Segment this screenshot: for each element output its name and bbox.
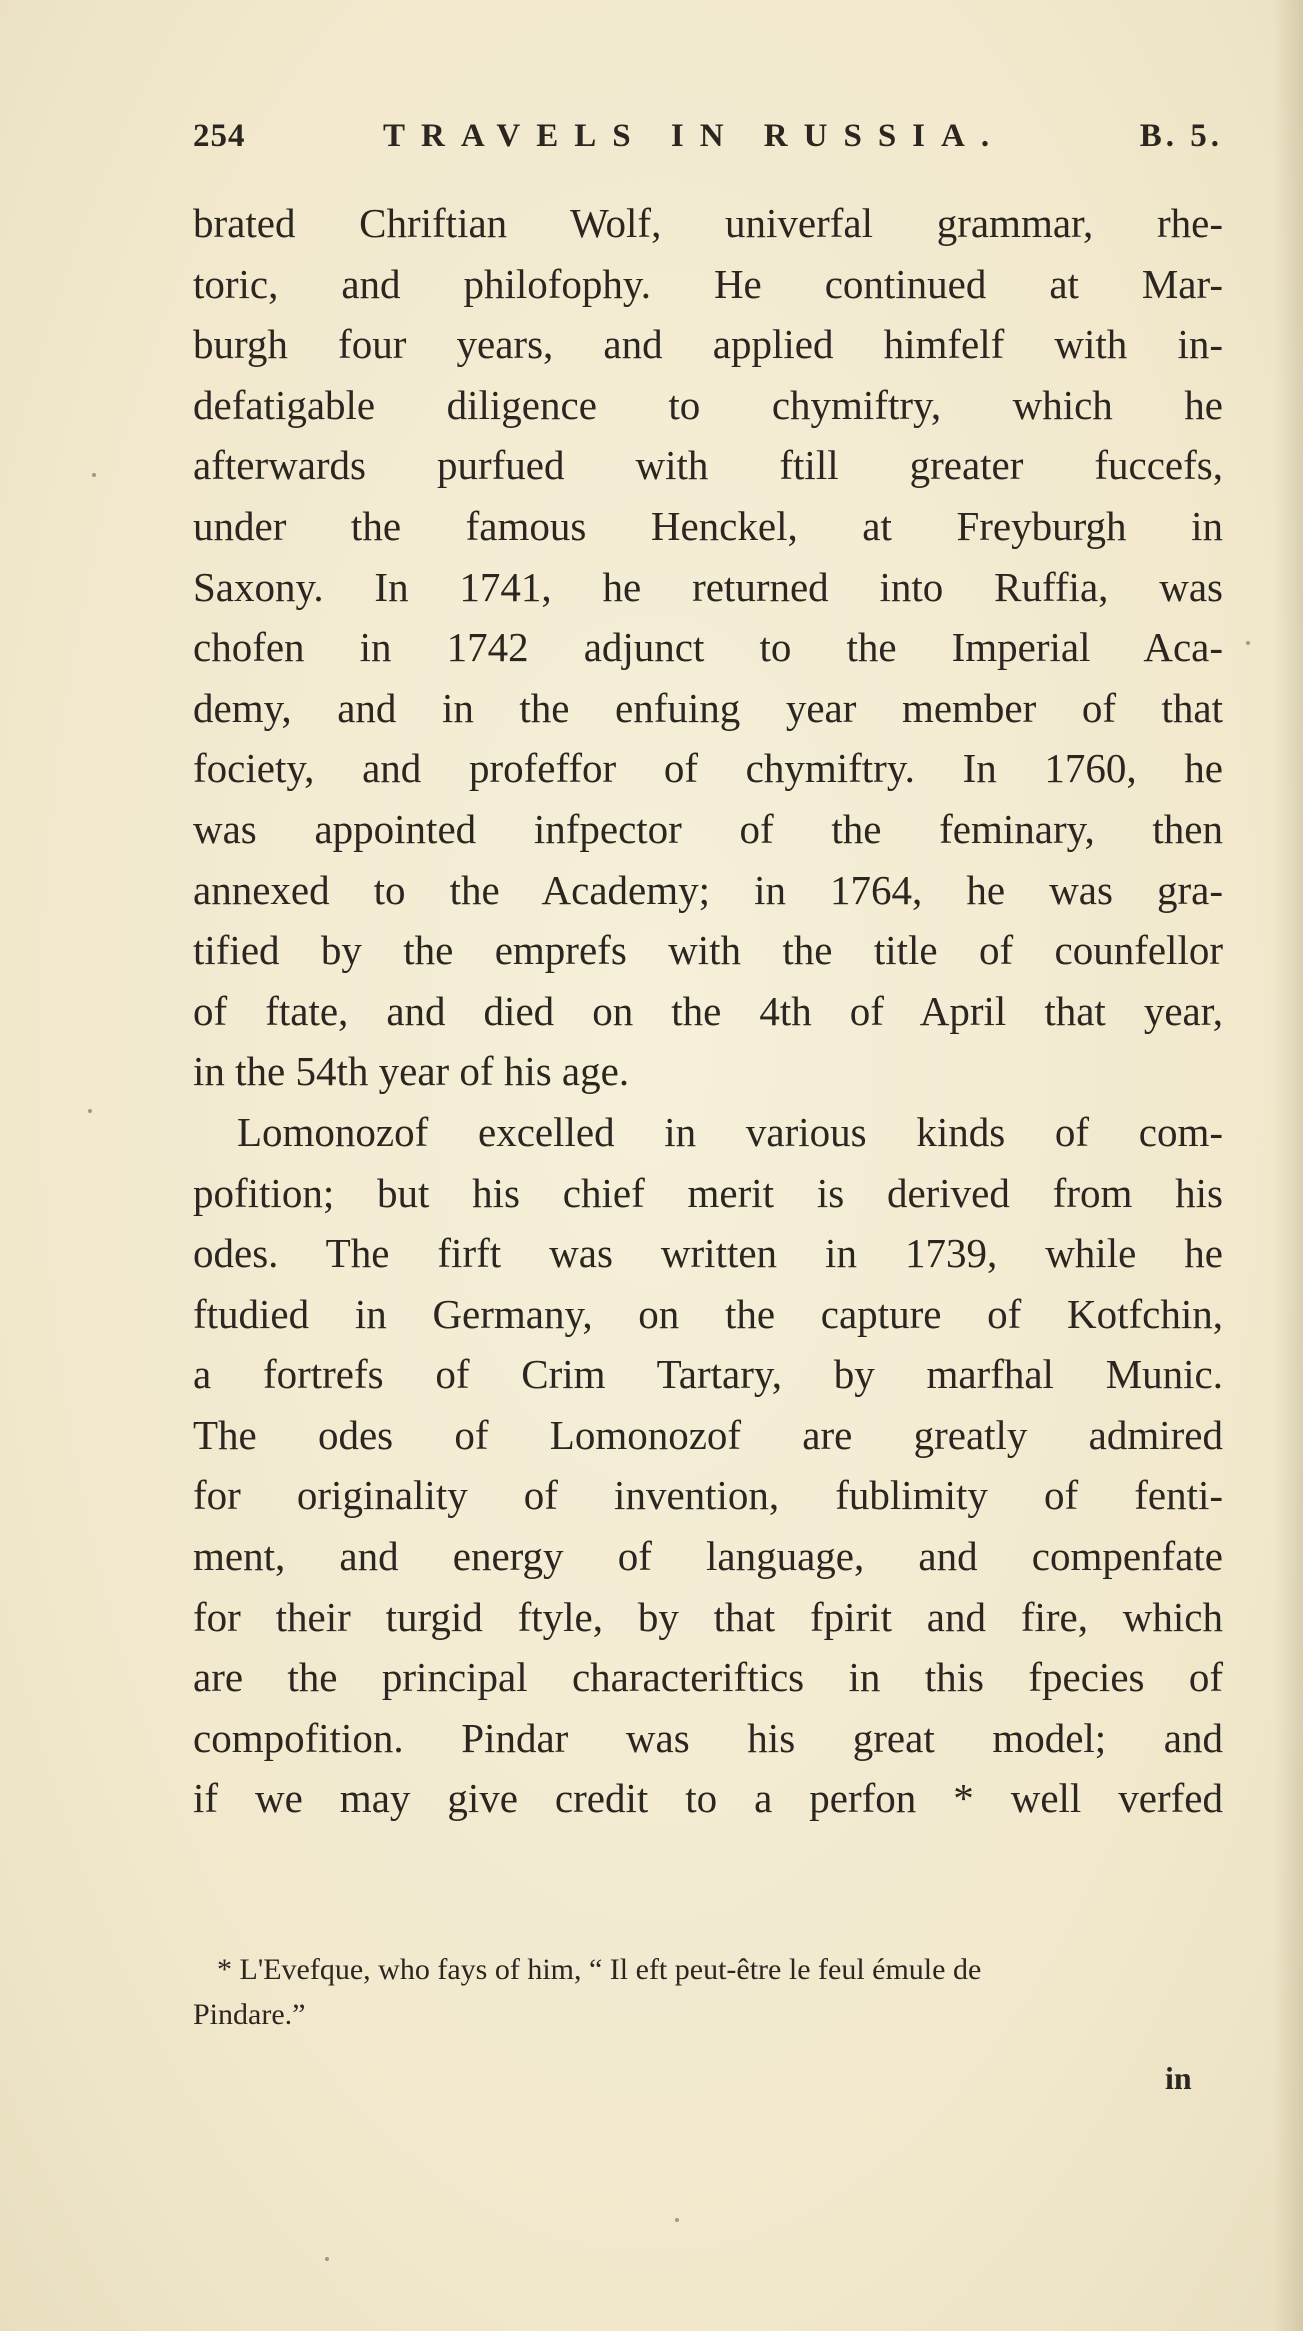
text-line: burgh four years, and applied himfelf with in- bbox=[193, 321, 1223, 368]
text-line: odes. The firft was written in 1739, while he bbox=[193, 1230, 1223, 1277]
catchword: in bbox=[1165, 2060, 1192, 2096]
text-line: Saxony. In 1741, he returned into Ruffia, was bbox=[193, 563, 1223, 610]
text-line: ftudied in Germany, on the capture of Kotfchin, bbox=[193, 1290, 1223, 1337]
text-line: demy, and in the enfuing year member of that bbox=[193, 684, 1223, 731]
text-line: annexed to the Academy; in 1764, he was gra- bbox=[193, 866, 1223, 913]
page-number: 254 bbox=[193, 118, 246, 154]
paper-speck bbox=[675, 2218, 679, 2222]
text-line: under the famous Henckel, at Freyburgh in bbox=[193, 502, 1223, 549]
text-line: toric, and philofophy. He continued at Mar- bbox=[193, 260, 1223, 307]
running-title: TRAVELS IN RUSSIA. bbox=[383, 118, 1006, 154]
footnote-line: * L'Evefque, who fays of him, “ Il eft peut-être le feul émule de bbox=[217, 1953, 982, 1986]
text-line: are the principal characteriftics in this fpecies of bbox=[193, 1654, 1223, 1701]
footnote bbox=[193, 1947, 1223, 2037]
text-line: Lomonozof excelled in various kinds of com- bbox=[237, 1108, 1223, 1155]
text-line: for their turgid ftyle, by that fpirit and fire, which bbox=[193, 1593, 1223, 1640]
text-line: pofition; but his chief merit is derived from his bbox=[193, 1169, 1223, 1216]
text-line: defatigable diligence to chymiftry, which he bbox=[193, 381, 1223, 428]
text-line: compofition. Pindar was his great model; and bbox=[193, 1714, 1223, 1761]
page-edge-shadow bbox=[1273, 0, 1303, 2331]
text-line: ment, and energy of language, and compenfate bbox=[193, 1533, 1223, 1580]
text-line: was appointed infpector of the feminary, then bbox=[193, 805, 1223, 852]
paper-speck bbox=[92, 473, 96, 477]
body-text bbox=[193, 193, 1223, 1829]
book-number: B. 5. bbox=[1139, 118, 1223, 154]
paper-speck bbox=[1246, 641, 1250, 645]
paper-speck bbox=[325, 2257, 329, 2261]
text-line: chofen in 1742 adjunct to the Imperial Aca- bbox=[193, 624, 1223, 671]
text-line: tified by the emprefs with the title of counfellor bbox=[193, 927, 1223, 974]
text-line: a fortrefs of Crim Tartary, by marfhal Munic. bbox=[193, 1351, 1223, 1398]
running-header bbox=[193, 118, 1223, 178]
paper-speck bbox=[88, 1109, 92, 1113]
text-line: The odes of Lomonozof are greatly admired bbox=[193, 1411, 1223, 1458]
text-line: for originality of invention, fublimity of fenti- bbox=[193, 1472, 1223, 1519]
text-line: fociety, and profeffor of chymiftry. In 1760, he bbox=[193, 745, 1223, 792]
text-line: of ftate, and died on the 4th of April that year, bbox=[193, 987, 1223, 1034]
text-line: if we may give credit to a perfon * well verfed bbox=[193, 1775, 1223, 1822]
footnote-line: Pindare.” bbox=[193, 1998, 306, 2031]
text-line: brated Chriftian Wolf, univerfal grammar, rhe- bbox=[193, 200, 1223, 246]
text-line: afterwards purfued with ftill greater fuccefs, bbox=[193, 442, 1223, 489]
text-line: in the 54th year of his age. bbox=[193, 1048, 630, 1095]
